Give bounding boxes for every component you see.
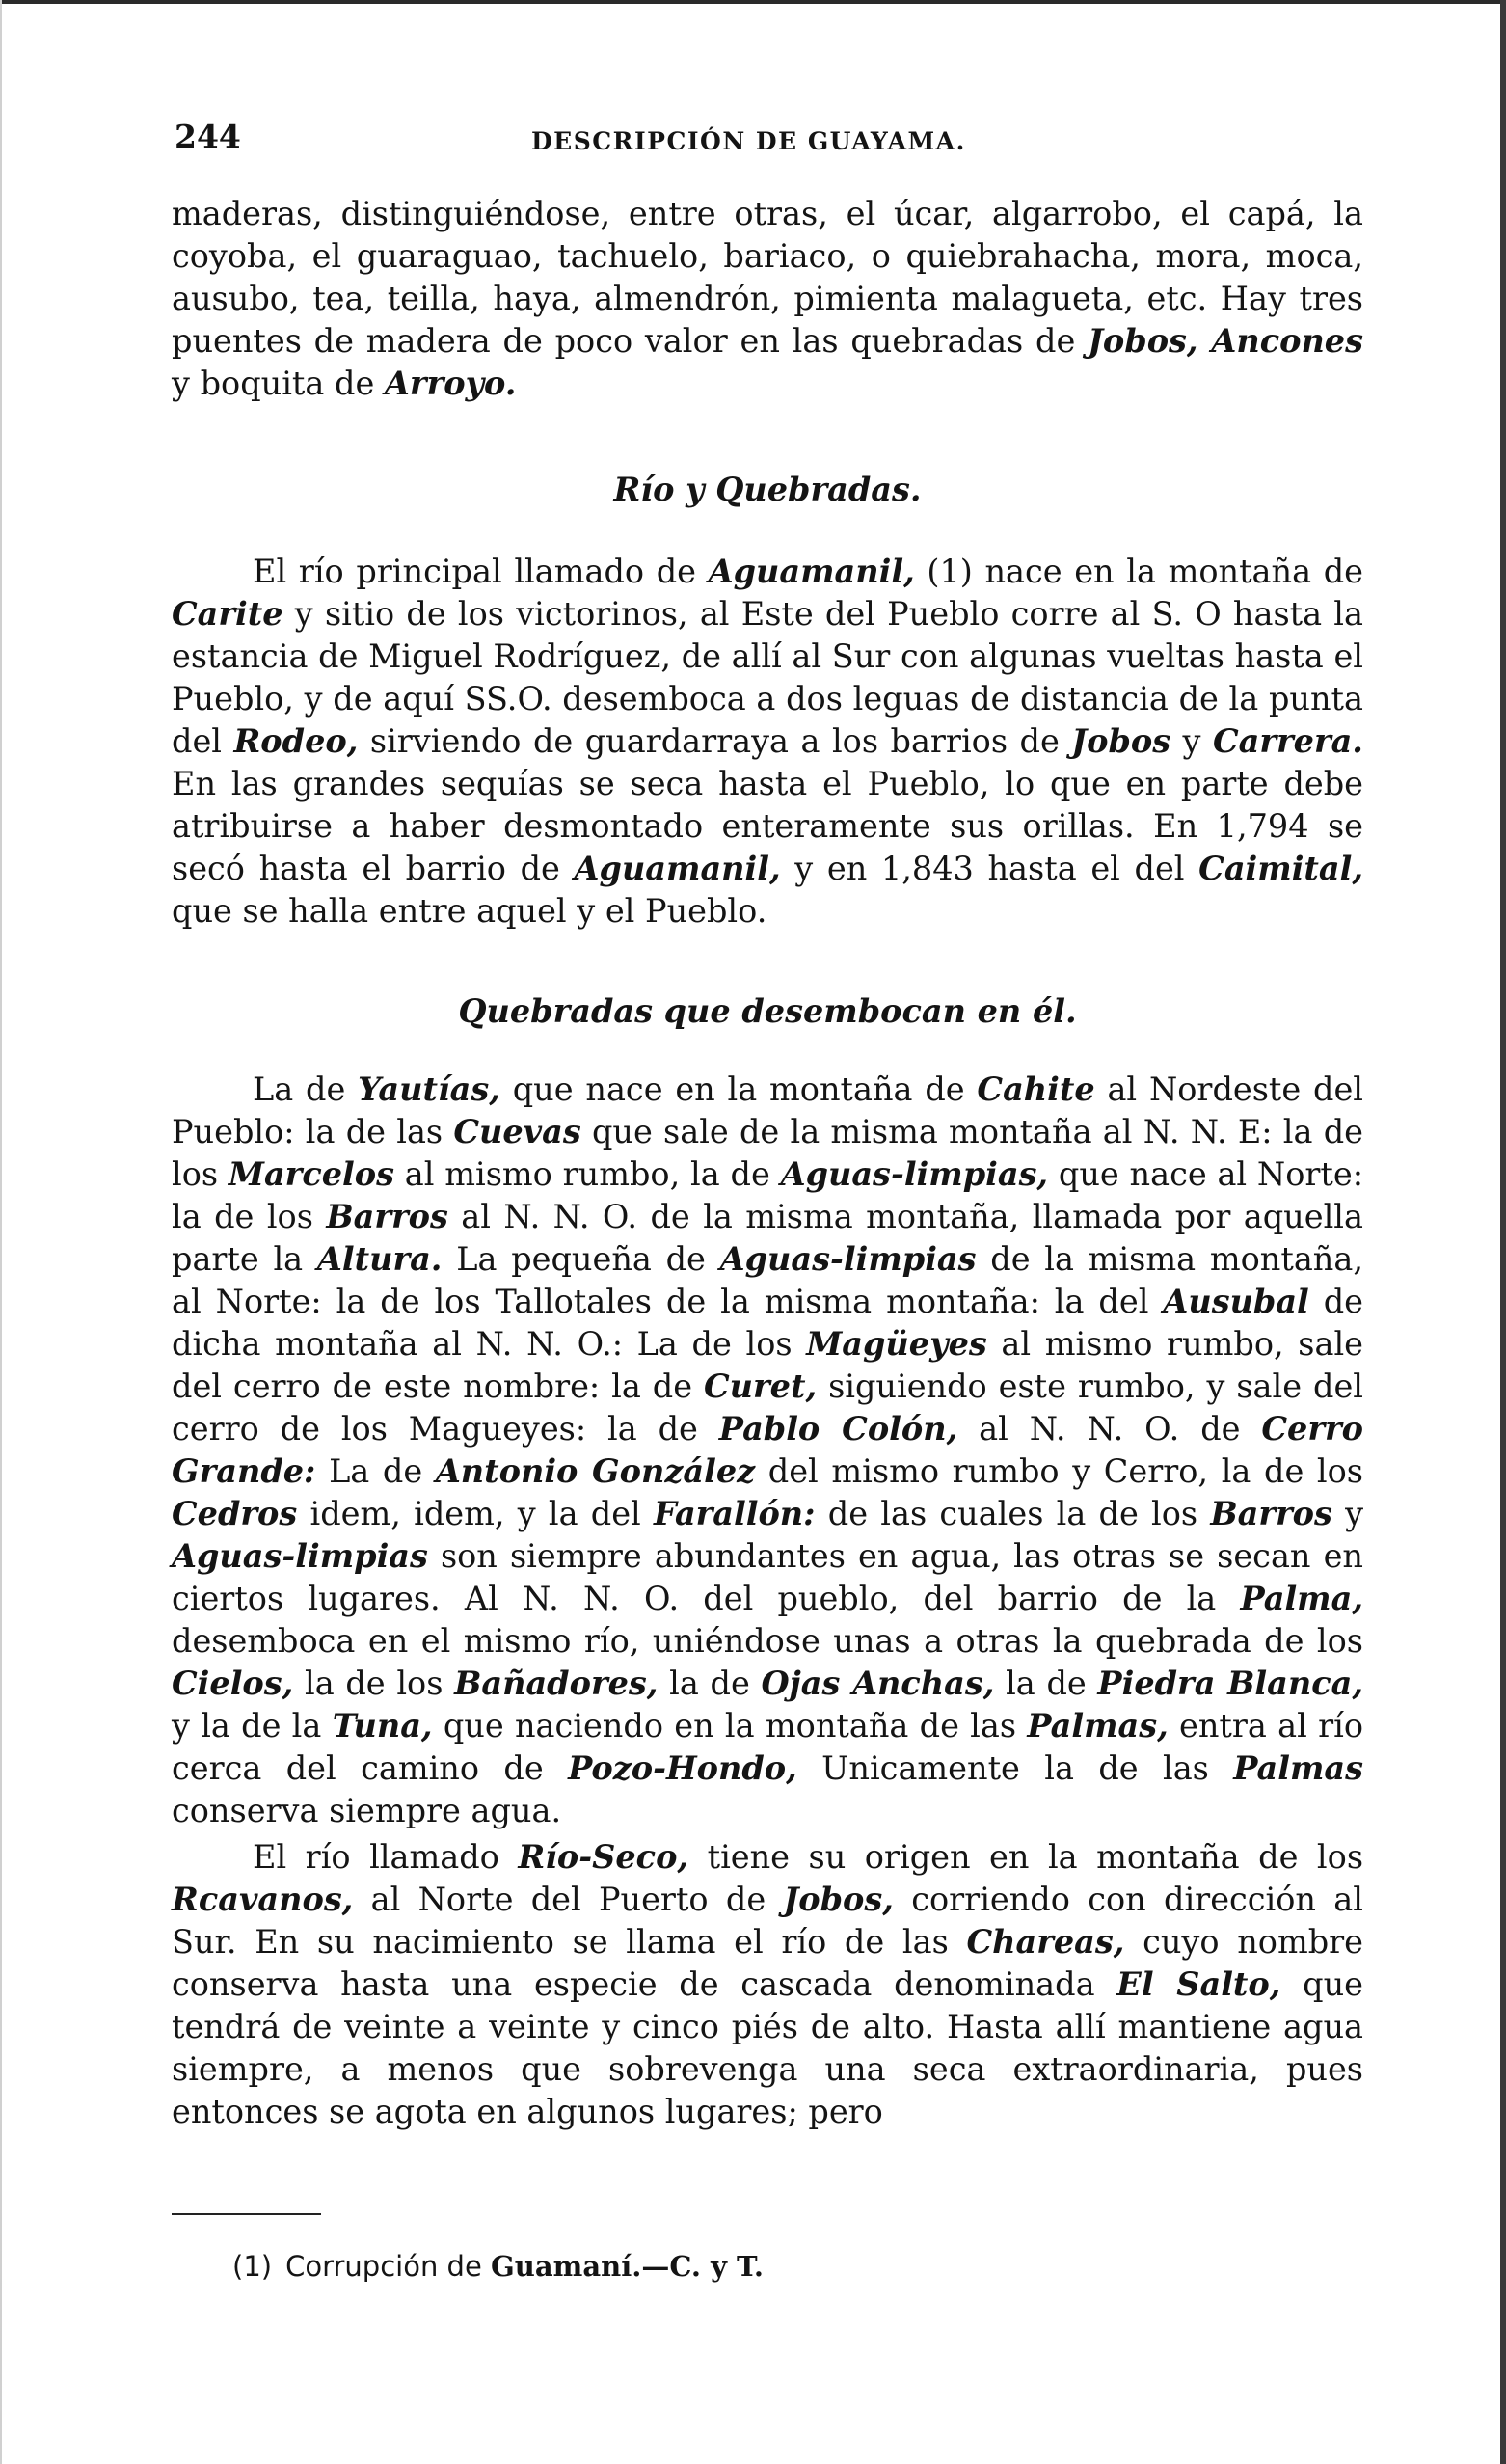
text-run: que sale de la misma montaña al N. N. E: la de los bbox=[172, 1113, 1363, 1193]
page-edge-right bbox=[1500, 0, 1506, 2464]
text-run: El río principal llamado de bbox=[253, 553, 709, 590]
text-run: que se halla entre aquel y el Pueblo. bbox=[172, 892, 767, 930]
page-number: 244 bbox=[175, 118, 241, 155]
text-run: son siempre abundantes en agua, las otras se secan en ciertos lugares. Al N. N. O. del pueblo, del barrio de la bbox=[172, 1537, 1363, 1617]
place-name: Rodeo, bbox=[233, 722, 359, 760]
place-name: Cuevas bbox=[453, 1113, 581, 1151]
place-name: Cielos, bbox=[172, 1665, 294, 1702]
text-run: de la misma montaña, al Norte: la de los Tallotales de la misma montaña: la del bbox=[172, 1240, 1364, 1320]
page-header bbox=[175, 118, 1370, 166]
place-name: Jobos, Ancones bbox=[1088, 322, 1363, 360]
place-name: Chareas, bbox=[966, 1923, 1125, 1961]
text-run: entra al río cerca del camino de bbox=[172, 1707, 1363, 1787]
place-name: Palmas bbox=[1233, 1749, 1363, 1787]
place-name: Pozo-Hondo, bbox=[568, 1749, 797, 1787]
text-run: y sitio de los victorinos, al Este del Pueblo corre al S. O hasta la estancia de Miguel Rodríguez, de allí al Sur con algunas vueltas hasta el Pueblo, y de aquí SS.O. desemboca a dos leguas de distancia de la punta del bbox=[172, 595, 1363, 760]
text-run: y boquita de bbox=[172, 365, 385, 402]
place-name: Caimital, bbox=[1198, 850, 1363, 887]
place-name: Marcelos bbox=[228, 1155, 394, 1193]
place-name: Aguas-limpias, bbox=[780, 1155, 1049, 1193]
place-name: Jobos, bbox=[783, 1881, 894, 1918]
running-title: DESCRIPCIÓN DE GUAYAMA. bbox=[531, 127, 966, 155]
place-name: Barros bbox=[326, 1198, 448, 1235]
text-run: al Nordeste del Pueblo: la de las bbox=[172, 1070, 1363, 1151]
place-name: Aguamanil, bbox=[574, 850, 781, 887]
place-name: Curet, bbox=[704, 1367, 818, 1405]
place-name: Pablo Colón, bbox=[718, 1410, 958, 1448]
place-name: Cerro Grande: bbox=[172, 1410, 1363, 1490]
text-run: que tendrá de veinte a veinte y cinco piés de alto. Hasta allí mantiene agua siempre, a menos que sobrevenga una seca extraordinaria, pues entonces se agota en algunos lugares; pero bbox=[172, 1965, 1364, 2130]
text-run: tiene su origen en la montaña de los bbox=[688, 1838, 1364, 1876]
text-run: La pequeña de bbox=[442, 1240, 720, 1278]
text-run: la de los bbox=[293, 1665, 455, 1702]
footnote-marker: (1) bbox=[232, 2250, 273, 2283]
text-run: y en 1,843 hasta el del bbox=[780, 850, 1199, 887]
text-run: idem, idem, y la del bbox=[297, 1495, 654, 1532]
place-name: Palmas, bbox=[1027, 1707, 1169, 1745]
text-run: sirviendo de guardarraya a los barrios de bbox=[358, 722, 1072, 760]
place-name: Cahite bbox=[977, 1070, 1095, 1108]
text-run: En las grandes sequías se seca hasta el Pueblo, lo que en parte debe atribuirse a haber desmontado enteramente sus orillas. En 1,794 se secó hasta el barrio de bbox=[172, 765, 1363, 887]
text-run: maderas, distinguiéndose, entre otras, el úcar, algarrobo, el capá, la coyoba, el guaraguao, tachuelo, bariaco, o quiebrahacha, mora, moca, ausubo, tea, teilla, haya, almendrón, pimienta malagueta, etc. Hay tres puentes de madera de poco valor en las quebradas de bbox=[172, 195, 1363, 360]
place-name: Tuna, bbox=[332, 1707, 433, 1745]
place-name: Río-Seco, bbox=[518, 1838, 689, 1876]
place-name: Yautías, bbox=[358, 1070, 500, 1108]
text-run: cuyo nombre conserva hasta una especie de cascada denominada bbox=[172, 1923, 1363, 2003]
place-name: Palma, bbox=[1240, 1580, 1363, 1617]
place-name: Carrera. bbox=[1212, 722, 1363, 760]
footnote-text: Corrupción de bbox=[285, 2250, 492, 2283]
place-name: Farallón: bbox=[654, 1495, 816, 1532]
place-name: El Salto, bbox=[1116, 1965, 1281, 2003]
text-run: corriendo con dirección al Sur. En su nacimiento se llama el río de las bbox=[172, 1881, 1363, 1961]
paragraph-quebradas bbox=[172, 1069, 1363, 1832]
footnote-bold-text: Guamaní.—C. y T. bbox=[491, 2250, 764, 2283]
place-name: Aguamanil, bbox=[708, 553, 915, 590]
footnote bbox=[232, 2250, 764, 2283]
place-name: Aguas-limpias bbox=[719, 1240, 977, 1278]
place-name: Antonio González bbox=[435, 1452, 756, 1490]
place-name: Piedra Blanca, bbox=[1097, 1665, 1363, 1702]
text-run: que naciendo en la montaña de las bbox=[432, 1707, 1028, 1745]
text-run: la de bbox=[994, 1665, 1098, 1702]
text-run: la de bbox=[658, 1665, 762, 1702]
paragraph-rio-seco bbox=[172, 1836, 1363, 2133]
place-name: Aguas-limpias bbox=[172, 1537, 428, 1575]
place-name: Cedros bbox=[172, 1495, 298, 1532]
text-run: y bbox=[1331, 1495, 1364, 1532]
place-name: Ausubal bbox=[1163, 1283, 1309, 1320]
text-run: y la de la bbox=[172, 1707, 333, 1745]
place-name: Ojas Anchas, bbox=[761, 1665, 995, 1702]
text-run: La de bbox=[253, 1070, 359, 1108]
text-run: siguiendo este rumbo, y sale del cerro de los Magueyes: la de bbox=[172, 1367, 1363, 1448]
place-name: Bañadores, bbox=[454, 1665, 659, 1702]
footnote-divider bbox=[172, 2213, 321, 2215]
place-name: Magüeyes bbox=[806, 1325, 987, 1363]
body-text bbox=[172, 193, 1363, 2133]
text-run: al mismo rumbo, sale del cerro de este nombre: la de bbox=[172, 1325, 1363, 1405]
text-run: al mismo rumbo, la de bbox=[393, 1155, 781, 1193]
place-name: Carite bbox=[172, 595, 283, 633]
section-heading-quebradas: Quebradas que desembocan en él. bbox=[458, 992, 1077, 1030]
text-run: que nace al Norte: la de los bbox=[172, 1155, 1363, 1235]
place-name: Arroyo. bbox=[384, 365, 517, 402]
text-run: al N. N. O. de la misma montaña, llamada por aquella parte la bbox=[172, 1198, 1363, 1278]
paragraph-main-river bbox=[172, 551, 1363, 933]
place-name: Rcavanos, bbox=[172, 1881, 354, 1918]
text-run: al N. N. O. de bbox=[957, 1410, 1262, 1448]
paragraph-woods bbox=[172, 193, 1363, 405]
text-run: al Norte del Puerto de bbox=[353, 1881, 784, 1918]
text-run: Unicamente la de las bbox=[796, 1749, 1234, 1787]
text-run: y bbox=[1170, 722, 1213, 760]
place-name: Barros bbox=[1210, 1495, 1332, 1532]
place-name: Jobos bbox=[1071, 722, 1171, 760]
text-run: (1) nace en la montaña de bbox=[914, 553, 1363, 590]
text-run: que nace en la montaña de bbox=[499, 1070, 978, 1108]
text-run: El río llamado bbox=[253, 1838, 519, 1876]
page-edge-top bbox=[0, 0, 1506, 4]
text-run: de dicha montaña al N. N. O.: La de los bbox=[172, 1283, 1363, 1363]
section-heading-rio: Río y Quebradas. bbox=[613, 471, 922, 508]
text-run: de las cuales la de los bbox=[815, 1495, 1211, 1532]
text-run: La de bbox=[315, 1452, 436, 1490]
place-name: Altura. bbox=[316, 1240, 443, 1278]
text-run: conserva siempre agua. bbox=[172, 1792, 562, 1829]
text-run: del mismo rumbo y Cerro, la de los bbox=[755, 1452, 1363, 1490]
text-run: desemboca en el mismo río, uniéndose unas a otras la quebrada de los bbox=[172, 1622, 1363, 1660]
page-edge-left bbox=[0, 0, 2, 2464]
